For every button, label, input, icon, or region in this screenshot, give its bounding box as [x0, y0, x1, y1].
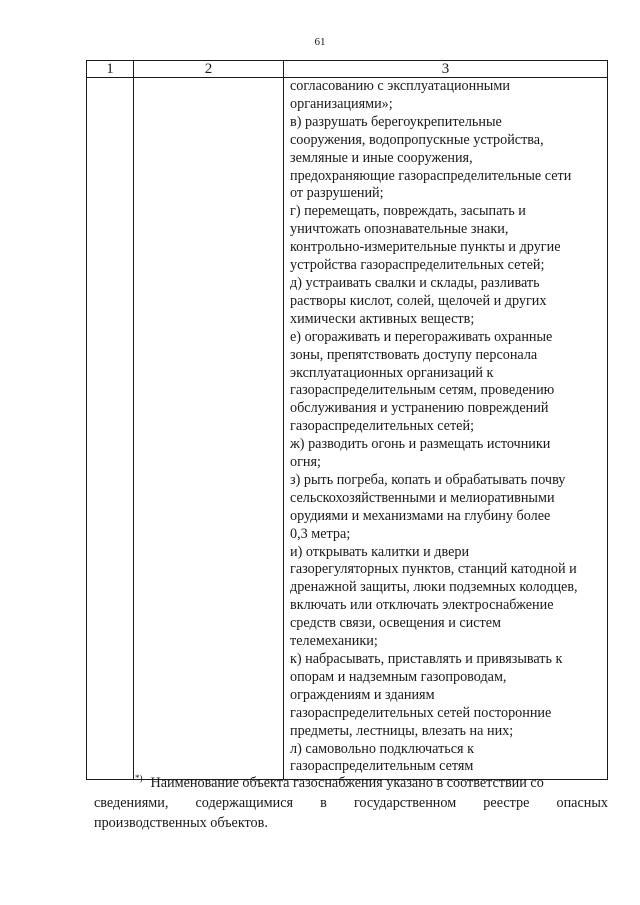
table-cell-col3 [284, 78, 608, 780]
text-line: эксплуатационных организаций к [290, 364, 494, 381]
footnote-line-3: производственных объектов. [94, 815, 268, 831]
text-line: орудиями и механизмами на глубину более [290, 507, 551, 524]
text-line: сельскохозяйственными и мелиоративными [290, 489, 555, 506]
text-line: газораспределительных сетей посторонние [290, 704, 552, 721]
text-line: организациями»; [290, 95, 393, 112]
footnote-text-1: Наименование объекта газоснабжения указано в соответствии со [150, 775, 544, 791]
table-cell-col1 [87, 78, 134, 780]
text-line: предохраняющие газораспределительные сети [290, 167, 572, 184]
page-number: 61 [314, 36, 326, 48]
text-line: средств связи, освещения и систем [290, 615, 502, 632]
text-line: опорам и надземным газопроводам, [290, 668, 507, 685]
footnote-word: реестре [483, 795, 530, 811]
text-line: сооружения, водопропускные устройства, [290, 131, 544, 148]
text-line: 0,3 метра; [290, 525, 351, 542]
text-line: растворы кислот, солей, щелочей и других [290, 292, 547, 309]
footnote-word: государственном [353, 795, 457, 811]
text-line: химически активных веществ; [290, 310, 475, 327]
text-line: предметы, лестницы, влезать на них; [290, 722, 514, 739]
text-line: л) самовольно подключаться к [290, 740, 475, 757]
requirements-table [86, 60, 608, 780]
text-line: дренажной защиты, люки подземных колодцев, [290, 579, 578, 596]
text-line: обслуживания и устранению повреждений [290, 400, 549, 417]
text-line: и) открывать калитки и двери [290, 543, 470, 560]
footnote-word: опасных [556, 795, 608, 811]
footnote [94, 773, 608, 833]
text-line: д) устраивать свалки и склады, разливать [290, 274, 540, 291]
text-line: устройства газораспределительных сетей; [290, 257, 545, 274]
footnote-line-1 [94, 773, 608, 793]
table-row [87, 78, 608, 780]
column-header-3: 3 [284, 61, 608, 78]
text-line: зоны, препятствовать доступу персонала [290, 346, 538, 363]
text-line: газораспределительным сетям, проведению [290, 382, 555, 399]
text-line: включать или отключать электроснабжение [290, 597, 554, 614]
text-line: уничтожать опознавательные знаки, [290, 221, 509, 238]
text-line: к) набрасывать, приставлять и привязывать к [290, 651, 563, 667]
text-line: согласованию с эксплуатационными [290, 78, 510, 94]
text-line: газораспределительных сетей; [290, 418, 475, 435]
text-line: з) рыть погреба, копать и обрабатывать почву [290, 471, 566, 488]
text-line: телемеханики; [290, 633, 378, 650]
footnote-word: содержащимися [195, 795, 294, 811]
column-header-1: 1 [87, 61, 134, 78]
text-line: в) разрушать берегоукрепительные [290, 113, 502, 130]
text-line: е) огораживать и перегораживать охранные [290, 328, 553, 345]
text-line: от разрушений; [290, 185, 384, 202]
footnote-mark: *) [135, 773, 143, 784]
text-line: огня; [290, 454, 321, 471]
text-line: газораспределительным сетям [290, 758, 474, 775]
footnote-word: сведениями, [94, 795, 169, 811]
text-line: ж) разводить огонь и размещать источники [290, 436, 551, 453]
table-header-row [87, 61, 608, 78]
footnote-line-2 [94, 793, 608, 813]
footnote-word: в [320, 795, 327, 811]
text-line: г) перемещать, повреждать, засыпать и [290, 203, 526, 220]
column-header-2: 2 [134, 61, 284, 78]
text-line: земляные и иные сооружения, [290, 149, 473, 166]
text-line: газорегуляторных пунктов, станций катодной и [290, 561, 577, 578]
text-line: контрольно-измерительные пункты и другие [290, 239, 561, 256]
text-line: ограждениям и зданиям [290, 686, 435, 703]
table-cell-col2 [134, 78, 284, 780]
